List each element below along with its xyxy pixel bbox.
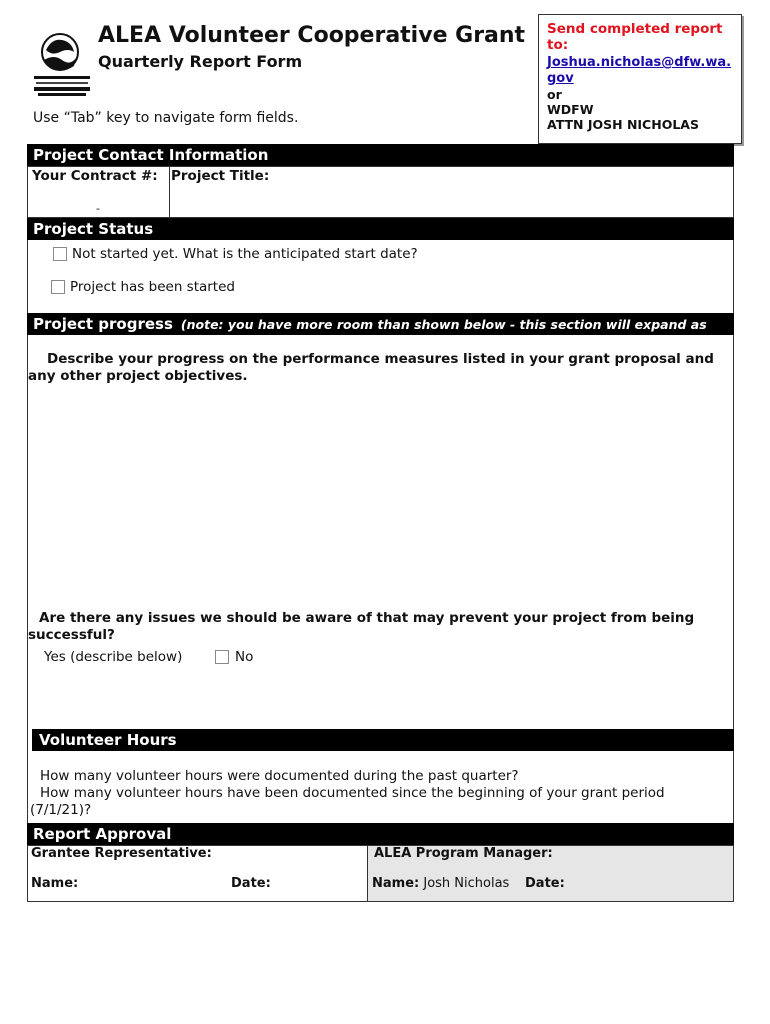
manager-name-label: Name:: [372, 876, 420, 891]
project-title-label: Project Title:: [171, 168, 270, 184]
grantee-name-label: Name:: [31, 876, 79, 891]
manager-cell: [367, 845, 734, 902]
describe-line1: Describe your progress on the performance measures listed in your grant proposal and: [47, 351, 714, 367]
progress-note: (note: you have more room than shown below - this section will expand as: [180, 317, 707, 332]
or-text: or: [547, 87, 562, 102]
grantee-date-label: Date:: [231, 876, 271, 891]
send-label: Send completed report to:: [547, 21, 723, 53]
manager-name-row: [372, 876, 509, 891]
yes-label: Yes (describe below): [44, 649, 183, 665]
no-checkbox[interactable]: [215, 650, 229, 664]
no-label: No: [235, 649, 254, 665]
progress-heading-text: Project progress: [33, 315, 173, 333]
manager-name: Josh Nicholas: [423, 876, 510, 891]
page-subtitle: Quarterly Report Form: [98, 52, 303, 71]
issues-line2: successful?: [28, 627, 115, 643]
progress-text-area[interactable]: [30, 390, 730, 600]
describe-line2: any other project objectives.: [28, 368, 248, 384]
contract-value: -: [96, 202, 100, 215]
volunteer-q2-line2: (7/1/21)?: [30, 802, 92, 818]
not-started-label: Not started yet. What is the anticipated start date?: [72, 246, 418, 262]
project-title-cell[interactable]: [169, 166, 734, 218]
email-link[interactable]: Joshua.nicholas@dfw.wa.gov: [547, 55, 732, 86]
approval-heading: [27, 823, 734, 845]
volunteer-heading-text: Volunteer Hours: [39, 731, 177, 749]
volunteer-q2-line1: How many volunteer hours have been documented since the beginning of your grant period: [40, 785, 665, 801]
contract-label: Your Contract #:: [32, 168, 158, 184]
started-checkbox[interactable]: [51, 280, 65, 294]
status-heading: [27, 218, 734, 240]
grantee-label: Grantee Representative:: [31, 846, 212, 861]
issues-text-area[interactable]: [30, 672, 730, 727]
approval-heading-text: Report Approval: [33, 825, 172, 843]
attn-text: ATTN JOSH NICHOLAS: [547, 117, 699, 132]
send-to-box: [538, 14, 742, 144]
status-heading-text: Project Status: [33, 220, 154, 238]
page-title: ALEA Volunteer Cooperative Grant: [98, 23, 526, 48]
contact-heading-text: Project Contact Information: [33, 146, 269, 164]
progress-heading: [27, 313, 734, 335]
contract-cell[interactable]: [27, 166, 170, 218]
manager-date-label: Date:: [525, 876, 565, 891]
manager-label: ALEA Program Manager:: [374, 846, 553, 861]
volunteer-heading: [32, 729, 734, 751]
volunteer-q1: How many volunteer hours were documented during the past quarter?: [40, 768, 519, 784]
org-text: WDFW: [547, 102, 594, 117]
grantee-cell[interactable]: [27, 845, 368, 902]
started-label: Project has been started: [70, 279, 235, 295]
contact-heading: [27, 144, 734, 166]
issues-line1: Are there any issues we should be aware of that may prevent your project from being: [39, 610, 695, 626]
wdfw-logo: [32, 30, 92, 102]
not-started-checkbox[interactable]: [53, 247, 67, 261]
tab-hint: Use “Tab” key to navigate form fields.: [33, 110, 299, 126]
